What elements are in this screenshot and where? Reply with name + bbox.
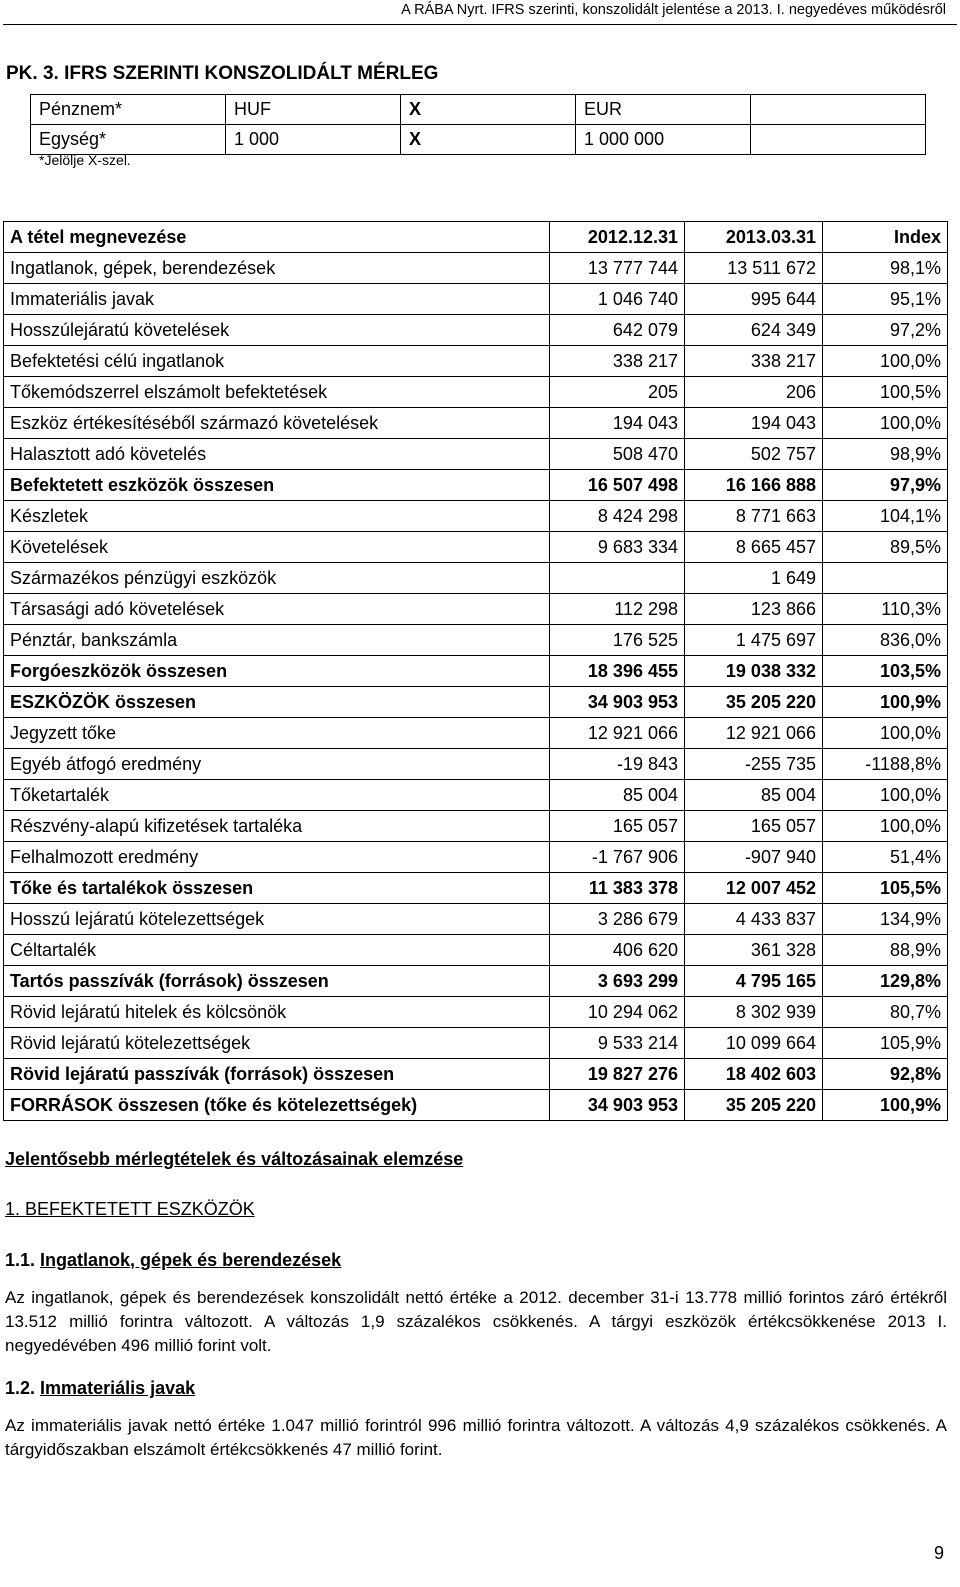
column-header-2013: 2013.03.31 bbox=[685, 222, 823, 253]
index-value: 100,9% bbox=[823, 687, 948, 718]
index-value: 97,9% bbox=[823, 470, 948, 501]
value-2012: 642 079 bbox=[550, 315, 685, 346]
value-2013: 12 007 452 bbox=[685, 873, 823, 904]
table-total-row bbox=[4, 966, 948, 997]
index-value: 100,9% bbox=[823, 1090, 948, 1121]
row-label: Hosszú lejáratú kötelezettségek bbox=[4, 904, 550, 935]
value-2013: 16 166 888 bbox=[685, 470, 823, 501]
value-2012: 3 693 299 bbox=[550, 966, 685, 997]
table-row bbox=[4, 997, 948, 1028]
value-2013: 18 402 603 bbox=[685, 1059, 823, 1090]
value-2013: 85 004 bbox=[685, 780, 823, 811]
value-2012: 194 043 bbox=[550, 408, 685, 439]
row-label: Rövid lejáratú kötelezettségek bbox=[4, 1028, 550, 1059]
table-row bbox=[4, 315, 948, 346]
table-total-row bbox=[4, 687, 948, 718]
row-label: Tőke és tartalékok összesen bbox=[4, 873, 550, 904]
table-row bbox=[4, 346, 948, 377]
table-header-row bbox=[4, 222, 948, 253]
index-value: 836,0% bbox=[823, 625, 948, 656]
row-label: Származékos pénzügyi eszközök bbox=[4, 563, 550, 594]
row-label: Követelések bbox=[4, 532, 550, 563]
index-value: 98,9% bbox=[823, 439, 948, 470]
value-2013: 338 217 bbox=[685, 346, 823, 377]
row-label: Tartós passzívák (források) összesen bbox=[4, 966, 550, 997]
column-header-index: Index bbox=[823, 222, 948, 253]
header-divider bbox=[3, 24, 957, 25]
subsection-1-1-title: Ingatlanok, gépek és berendezések bbox=[40, 1250, 342, 1270]
currency-cell-option-2: 1 000 000 bbox=[576, 125, 751, 155]
row-label: Pénztár, bankszámla bbox=[4, 625, 550, 656]
value-2012: 1 046 740 bbox=[550, 284, 685, 315]
column-header-2012: 2012.12.31 bbox=[550, 222, 685, 253]
subsection-1-1-number: 1.1. bbox=[5, 1250, 36, 1270]
index-value: 110,3% bbox=[823, 594, 948, 625]
currency-cell-option-1: HUF bbox=[226, 95, 401, 125]
table-row bbox=[4, 532, 948, 563]
row-label: Céltartalék bbox=[4, 935, 550, 966]
table-total-row bbox=[4, 470, 948, 501]
paragraph-1-2-text: Az immateriális javak nettó értéke 1.047 millió forintról 996 millió forintra változott. A változás 4,9 százalékos csökkenés. A tárgyidőszakban elszámolt értékcsökkenés 47 millió forint. bbox=[5, 1416, 947, 1459]
value-2012: 9 683 334 bbox=[550, 532, 685, 563]
value-2013: 35 205 220 bbox=[685, 687, 823, 718]
value-2013: 624 349 bbox=[685, 315, 823, 346]
index-value: 104,1% bbox=[823, 501, 948, 532]
value-2012: 16 507 498 bbox=[550, 470, 685, 501]
value-2012: 12 921 066 bbox=[550, 718, 685, 749]
currency-cell-label: Pénznem* bbox=[31, 95, 226, 125]
subsection-1-2-heading bbox=[5, 1378, 195, 1399]
index-value: 129,8% bbox=[823, 966, 948, 997]
index-value: 100,0% bbox=[823, 811, 948, 842]
value-2013: 8 302 939 bbox=[685, 997, 823, 1028]
table-row bbox=[4, 811, 948, 842]
value-2012: -1 767 906 bbox=[550, 842, 685, 873]
value-2013: 1 649 bbox=[685, 563, 823, 594]
value-2013: 19 038 332 bbox=[685, 656, 823, 687]
index-value: -1188,8% bbox=[823, 749, 948, 780]
table-total-row bbox=[4, 656, 948, 687]
row-label: Részvény-alapú kifizetések tartaléka bbox=[4, 811, 550, 842]
currency-cell-mark-1: X bbox=[401, 95, 576, 125]
section-1-heading bbox=[5, 1199, 255, 1220]
index-value: 100,0% bbox=[823, 346, 948, 377]
column-header-item: A tétel megnevezése bbox=[4, 222, 550, 253]
value-2013: 4 795 165 bbox=[685, 966, 823, 997]
value-2012: 11 383 378 bbox=[550, 873, 685, 904]
value-2013: -907 940 bbox=[685, 842, 823, 873]
value-2013: 13 511 672 bbox=[685, 253, 823, 284]
value-2012: 13 777 744 bbox=[550, 253, 685, 284]
value-2012: 34 903 953 bbox=[550, 687, 685, 718]
table-total-row bbox=[4, 1059, 948, 1090]
section-1-title: 1. BEFEKTETETT ESZKÖZÖK bbox=[5, 1199, 255, 1219]
table-row bbox=[4, 439, 948, 470]
analysis-heading: Jelentősebb mérlegtételek és változásainak elemzése bbox=[5, 1149, 464, 1169]
row-label: Jegyzett tőke bbox=[4, 718, 550, 749]
balance-sheet-table bbox=[3, 221, 948, 1121]
currency-unit-table bbox=[30, 94, 926, 155]
row-label: Készletek bbox=[4, 501, 550, 532]
value-2013: 995 644 bbox=[685, 284, 823, 315]
table-total-row bbox=[4, 873, 948, 904]
index-value: 97,2% bbox=[823, 315, 948, 346]
index-value: 100,5% bbox=[823, 377, 948, 408]
index-value: 105,5% bbox=[823, 873, 948, 904]
currency-cell-mark-1: X bbox=[401, 125, 576, 155]
value-2013: 165 057 bbox=[685, 811, 823, 842]
value-2013: 35 205 220 bbox=[685, 1090, 823, 1121]
index-value: 134,9% bbox=[823, 904, 948, 935]
row-label: Immateriális javak bbox=[4, 284, 550, 315]
table-row bbox=[4, 563, 948, 594]
value-2013: 502 757 bbox=[685, 439, 823, 470]
currency-cell-option-2: EUR bbox=[576, 95, 751, 125]
table-row bbox=[4, 780, 948, 811]
row-label: Halasztott adó követelés bbox=[4, 439, 550, 470]
value-2012: 10 294 062 bbox=[550, 997, 685, 1028]
value-2013: 10 099 664 bbox=[685, 1028, 823, 1059]
value-2013: 194 043 bbox=[685, 408, 823, 439]
table-row bbox=[4, 904, 948, 935]
value-2013: 12 921 066 bbox=[685, 718, 823, 749]
page-number: 9 bbox=[933, 1543, 944, 1563]
table-row bbox=[4, 625, 948, 656]
paragraph-1-1-text: Az ingatlanok, gépek és berendezések konszolidált nettó értéke a 2012. december 31-i 13.778 millió forintos záró értékről 13.512 millió forintra változott. A változás 1,9 százalékos csökkenés. A tárgyi eszközök értékcsökkenése 2013 I. negyedévében 496 millió forint volt. bbox=[5, 1288, 947, 1355]
table-row bbox=[4, 1028, 948, 1059]
table-row bbox=[4, 718, 948, 749]
value-2013: 4 433 837 bbox=[685, 904, 823, 935]
subsection-1-2-title: Immateriális javak bbox=[40, 1378, 196, 1398]
value-2012: 34 903 953 bbox=[550, 1090, 685, 1121]
index-value: 105,9% bbox=[823, 1028, 948, 1059]
currency-row bbox=[31, 95, 926, 125]
value-2013: 206 bbox=[685, 377, 823, 408]
value-2013: 1 475 697 bbox=[685, 625, 823, 656]
row-label: Hosszúlejáratú követelések bbox=[4, 315, 550, 346]
table-title: PK. 3. IFRS SZERINTI KONSZOLIDÁLT MÉRLEG bbox=[6, 63, 439, 84]
paragraph-1-1 bbox=[5, 1286, 947, 1358]
row-label: Forgóeszközök összesen bbox=[4, 656, 550, 687]
currency-note: *Jelölje X-szel. bbox=[39, 152, 131, 168]
index-value: 92,8% bbox=[823, 1059, 948, 1090]
table-row bbox=[4, 842, 948, 873]
index-value: 98,1% bbox=[823, 253, 948, 284]
running-header: A RÁBA Nyrt. IFRS szerinti, konszolidált jelentése a 2013. I. negyedéves működésről bbox=[401, 2, 946, 18]
value-2012: 85 004 bbox=[550, 780, 685, 811]
table-total-row bbox=[4, 1090, 948, 1121]
table-row bbox=[4, 377, 948, 408]
value-2013: 8 771 663 bbox=[685, 501, 823, 532]
value-2012: 18 396 455 bbox=[550, 656, 685, 687]
row-label: Befektetett eszközök összesen bbox=[4, 470, 550, 501]
table-row bbox=[4, 935, 948, 966]
value-2013: 8 665 457 bbox=[685, 532, 823, 563]
index-value: 103,5% bbox=[823, 656, 948, 687]
value-2012: 508 470 bbox=[550, 439, 685, 470]
table-row bbox=[4, 284, 948, 315]
currency-cell-option-1: 1 000 bbox=[226, 125, 401, 155]
index-value: 100,0% bbox=[823, 718, 948, 749]
value-2012: 205 bbox=[550, 377, 685, 408]
value-2012 bbox=[550, 563, 685, 594]
value-2012: 112 298 bbox=[550, 594, 685, 625]
table-row bbox=[4, 501, 948, 532]
currency-cell-label: Egység* bbox=[31, 125, 226, 155]
value-2013: -255 735 bbox=[685, 749, 823, 780]
value-2012: 8 424 298 bbox=[550, 501, 685, 532]
value-2012: -19 843 bbox=[550, 749, 685, 780]
value-2012: 176 525 bbox=[550, 625, 685, 656]
value-2012: 19 827 276 bbox=[550, 1059, 685, 1090]
subsection-1-1-heading bbox=[5, 1250, 341, 1271]
row-label: Egyéb átfogó eredmény bbox=[4, 749, 550, 780]
table-row bbox=[4, 594, 948, 625]
row-label: Befektetési célú ingatlanok bbox=[4, 346, 550, 377]
row-label: ESZKÖZÖK összesen bbox=[4, 687, 550, 718]
value-2012: 9 533 214 bbox=[550, 1028, 685, 1059]
row-label: Tőkemódszerrel elszámolt befektetések bbox=[4, 377, 550, 408]
index-value: 95,1% bbox=[823, 284, 948, 315]
value-2012: 3 286 679 bbox=[550, 904, 685, 935]
index-value: 51,4% bbox=[823, 842, 948, 873]
value-2012: 165 057 bbox=[550, 811, 685, 842]
row-label: Társasági adó követelések bbox=[4, 594, 550, 625]
index-value: 100,0% bbox=[823, 780, 948, 811]
row-label: Felhalmozott eredmény bbox=[4, 842, 550, 873]
value-2013: 123 866 bbox=[685, 594, 823, 625]
index-value bbox=[823, 563, 948, 594]
paragraph-1-2 bbox=[5, 1414, 947, 1462]
table-row bbox=[4, 408, 948, 439]
row-label: FORRÁSOK összesen (tőke és kötelezettségek) bbox=[4, 1090, 550, 1121]
table-row bbox=[4, 749, 948, 780]
subsection-1-2-number: 1.2. bbox=[5, 1378, 36, 1398]
row-label: Rövid lejáratú passzívák (források) összesen bbox=[4, 1059, 550, 1090]
index-value: 88,9% bbox=[823, 935, 948, 966]
index-value: 80,7% bbox=[823, 997, 948, 1028]
value-2012: 406 620 bbox=[550, 935, 685, 966]
value-2012: 338 217 bbox=[550, 346, 685, 377]
currency-row bbox=[31, 125, 926, 155]
row-label: Ingatlanok, gépek, berendezések bbox=[4, 253, 550, 284]
index-value: 89,5% bbox=[823, 532, 948, 563]
value-2013: 361 328 bbox=[685, 935, 823, 966]
row-label: Tőketartalék bbox=[4, 780, 550, 811]
row-label: Eszköz értékesítéséből származó követelések bbox=[4, 408, 550, 439]
currency-cell-mark-2 bbox=[751, 125, 926, 155]
currency-cell-mark-2 bbox=[751, 95, 926, 125]
row-label: Rövid lejáratú hitelek és kölcsönök bbox=[4, 997, 550, 1028]
table-row bbox=[4, 253, 948, 284]
index-value: 100,0% bbox=[823, 408, 948, 439]
